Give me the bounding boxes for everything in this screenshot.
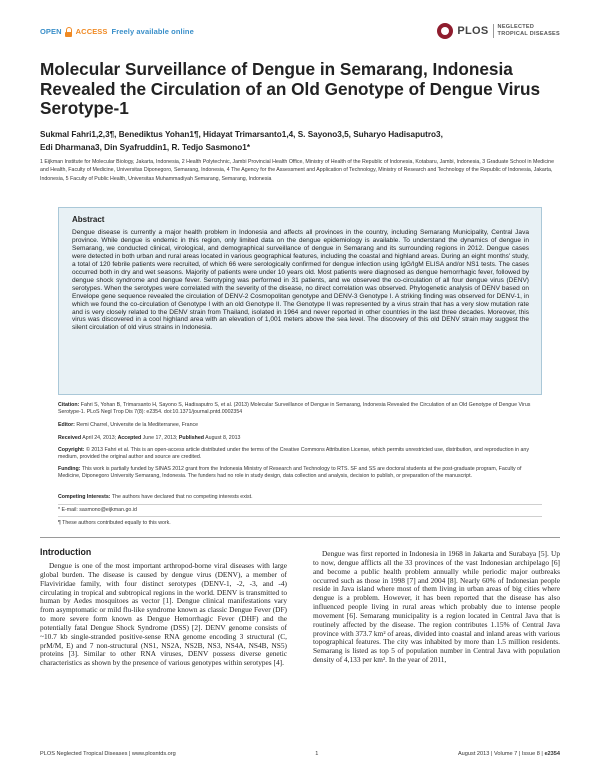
journal-name — [498, 24, 560, 37]
affiliations: 1 Eijkman Institute for Molecular Biology, Jakarta, Indonesia, 2 Health Polytechnic, Jambi Provincial Health Office, Ministry of Health of the Republic of Indonesia, Kotabaru, Jambi, Indonesia, 3 Graduate School in Medicine and Health, Faculty of Medicine, Universitas Diponegoro, Semarang, Indonesia, 4 The Agency for the Assessment and Application of Technology, Ministry of Research and Technology of the Republic of Indonesia, Jakarta, Indonesia, 5 Faculty of Public Health, Universitas Muhammadiyah Semarang, Semarang, Indonesia — [40, 159, 554, 182]
page-footer — [40, 751, 560, 757]
authors-line-1: Sukmal Fahri1,2,3¶, Benediktus Yohan1¶, Hidayat Trimarsanto1,4, S. Sayono3,5, Suharyo Hadisaputro3, — [40, 130, 443, 139]
open-access-badge — [40, 27, 194, 36]
footer-journal: PLOS Neglected Tropical Diseases | www.plosntds.org — [40, 751, 176, 757]
footer-issue: Issue 8 — [521, 751, 540, 757]
accepted-date: June 17, 2013; — [142, 435, 178, 441]
intro-paragraph-2: Dengue was first reported in Indonesia in 1968 in Jakarta and Surabaya [5]. Up to now, dengue afflicts all the 33 provinces of the vast Indonesian archipelago [6] and become a public health problem annually while periodic major outbreaks occurred such as those in 1998 [7] and 2004 [8]. Nearly 60% of Indonesian people reside in Java island where most of them living in urban areas of big cities where dengue is a problem. However, it has been reported that the disease has also influenced people living in rural areas which probably due to intense people movement [6]. Semarang municipality is a region located in Central Java that is routinely affected by the disease. The region contributes 1.15% of Central Java province with 373.7 km² of areas, divided into coastal and inland areas with various topographical features. The city was inhabited by more than 1.5 million residents. Semarang is listed as top 5 of population number in Central Java with population density of 4,133 per km². In the year of 2011, — [313, 549, 560, 665]
open-lock-icon — [66, 27, 72, 35]
access-word: ACCESS — [75, 26, 108, 36]
introduction-heading: Introduction — [40, 547, 92, 557]
editor-label: Editor: — [58, 422, 75, 428]
published-label: Published — [178, 435, 204, 441]
footer-issue-info: August 2013 | Volume 7 | Issue 8 | e2354 — [457, 751, 560, 757]
meta-divider — [58, 504, 542, 505]
competing-text: The authors have declared that no competing interests exist. — [111, 494, 253, 500]
intro-column-right — [313, 547, 560, 665]
published-date: August 8, 2013 — [205, 435, 241, 441]
received-date: April 24, 2013; — [82, 435, 117, 441]
competing-label: Competing Interests: — [58, 494, 111, 500]
authors-line-2: Edi Dharmana3, Din Syafruddin1, R. Tedjo Sasmono1* — [40, 143, 251, 152]
dates — [58, 435, 542, 442]
footer-date: August 2013 — [457, 751, 490, 757]
plos-logo-text: PLOS — [457, 25, 489, 37]
plos-logo-icon — [437, 23, 453, 39]
editor — [58, 422, 542, 429]
corresponding-email: * E-mail: sasmono@eijkman.go.id — [58, 507, 137, 513]
journal-name-line2: TROPICAL DISEASES — [497, 31, 560, 37]
accepted-label: Accepted — [117, 435, 142, 441]
author-list — [40, 128, 560, 154]
page-number: 1 — [315, 751, 319, 757]
footer-article-id: e2354 — [544, 751, 560, 757]
equal-contribution-note: ¶ These authors contributed equally to this work. — [58, 520, 171, 526]
footer-volume: Volume 7 — [493, 751, 518, 757]
received-label: Received — [58, 435, 82, 441]
funding-label: Funding: — [58, 466, 81, 472]
copyright-text: © 2013 Fahri et al. This is an open-access article distributed under the terms of the Creative Commons Attribution License, which permits unrestricted use, distribution, and reproduction in any medium, provided the original author and source are credited. — [58, 447, 529, 461]
logo-divider — [493, 24, 494, 38]
copyright-label: Copyright: — [58, 447, 85, 453]
citation-text: Fahri S, Yohan B, Trimarsanto H, Sayono S, Hadisaputro S, et al. (2013) Molecular Surveillance of Dengue in Semarang, Indonesia Revealed the Circulation of an Old Genotype of Dengue Virus Serotype-1. PLoS Negl Trop Dis 7(8): e2354. doi:10.1371/journal.pntd.0002354 — [58, 402, 531, 416]
plos-ntd-logo — [437, 23, 560, 39]
abstract-heading: Abstract — [72, 215, 105, 224]
journal-header — [40, 18, 560, 44]
abstract-text: Dengue disease is currently a major health problem in Indonesia and affects all provinces in the country, including Semarang Municipality, Central Java province. While dengue is endemic in this region, only limited data on the dengue epidemiology is available. To understand the dynamics of dengue in Semarang, we conducted clinical, virological, and demographical surveillance of dengue in Semarang and its surrounding regions in 2012. Dengue cases were detected in both urban and rural areas located in various geographical features, including the coastal and highland areas. During an eight months' study, a total of 120 febrile patients were recruited, of which 66 were serologically confirmed for dengue infection using IgG/IgM ELISA and/or NS1 tests. The cases occurred both in dry and wet seasons. Majority of patients were under 10 years old. Most patients were diagnosed as dengue hemorrhagic fever, followed by dengue shock syndrome and dengue fever. Serotyping was performed in 31 patients, and we observed the co-circulation of all four dengue virus (DENV) serotypes. When the serotypes were correlated with the severity of the disease, no direct correlation was observed. Phylogenetic analysis of DENV based on Envelope gene sequence revealed the circulation of DENV-2 Cosmopolitan genotype and DENV-3 Genotype I. A striking finding was observed for DENV-1, in which we found the co-circulation of Genotype I with an old Genotype II. The Genotype II was represented by a virus strain that has a very slow mutation rate and is very closely related to the DENV strain from Thailand, isolated in 1964 and never reported in other countries in the last three decades. Moreover, this virus was discovered in a cool highland area with an elevation of 1,001 meters above the sea level. The discovery of this old DENV strain may suggest the silent circulation of old virus strains in Indonesia. — [72, 229, 529, 332]
citation-label: Citation: — [58, 402, 80, 408]
copyright — [58, 447, 542, 461]
editor-text: Remi Charrel, Universite de la Mediterranee, France — [76, 422, 199, 428]
intro-paragraph-1: Dengue is one of the most important arthropod-borne viral diseases with large global burden. The disease is caused by dengue virus (DENV), a member of Flaviviridae family, with four distinct serotypes (DENV-1, -2, -3, and -4) circulating in tropical and subtropical regions in the world. DENV is transmitted to human by Aedes mosquitoes as vector [1]. Dengue clinical manifestations vary from asymptomatic or mild flu-like syndrome known as classic Dengue Fever (DF) to more severe form known as Dengue Hemorrhagic Fever (DHF) and the potentially fatal Dengue Shock Syndrome (DSS) [2]. DENV genome consists of ~10.7 kb single-stranded positive-sense RNA genome encoding 3 structural (C, prM/M, E) and 7 non-structural (NS1, NS2A, NS2B, NS3, NS4A, NS4B, NS5) proteins [3]. Similar to other RNA viruses, DENV possess diverse genetic characteristics as shown by the presence of various genotypes within serotypes [4]. — [40, 561, 287, 668]
open-word: OPEN — [40, 26, 62, 36]
competing-interests — [58, 494, 542, 501]
freely-available-text: Freely available online — [111, 26, 194, 36]
citation — [58, 402, 542, 416]
meta-divider-2 — [58, 516, 542, 517]
abstract-box — [58, 207, 542, 395]
article-title: Molecular Surveillance of Dengue in Semarang, Indonesia Revealed the Circulation of an Old Genotype of Dengue Virus Serotype-1 — [40, 59, 541, 118]
section-divider — [40, 537, 560, 538]
funding — [58, 466, 542, 480]
funding-text: This work is partially funded by SINAS 2012 grant from the Indonesia Ministry of Research and Technology to RTS. SF and SS are doctoral students at the post-graduate program, Faculty of Medicine, Diponegoro University Semarang, Indonesia. The funders had no role in study design, data collection and analysis, decision to publish, or preparation of the manuscript. — [58, 466, 522, 480]
intro-column-left — [40, 547, 287, 668]
journal-name-line1: NEGLECTED — [497, 24, 535, 31]
